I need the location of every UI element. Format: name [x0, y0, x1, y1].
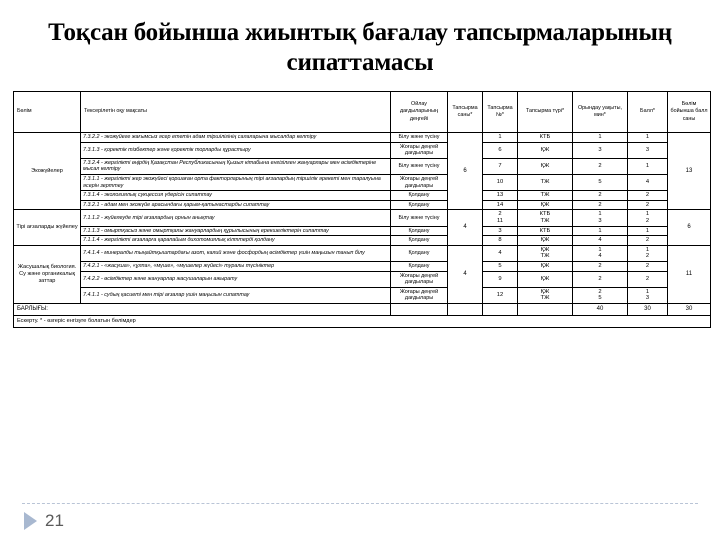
score-cell: 1 [628, 226, 668, 236]
table-row [14, 191, 711, 201]
score-cell: 2 [628, 236, 668, 246]
learning-objective-cell: 7.3.1.3 - қоректік тізбектер және қоректік торларды құрастыру [81, 142, 391, 158]
header-section-score: Бөлім бойынша балл саны [668, 92, 711, 133]
header-task-type: Тапсырма түрі* [518, 92, 573, 133]
task-no-cell: 4 [483, 245, 518, 261]
total-label-cell: БАРЛЫҒЫ: [14, 303, 391, 315]
task-type-cell: ҚЖ [518, 142, 573, 158]
table-row [14, 245, 711, 261]
task-type-cell: ҚЖ [518, 158, 573, 174]
duration-cell: 3 [573, 142, 628, 158]
thinking-skill-cell: Қолдану [391, 226, 448, 236]
learning-objective-cell: 7.4.1.4 - минералды тыңайтқыштардағы азот, калий және фосфордың өсімдіктер үшін маңызын танып білу [81, 245, 391, 261]
thinking-skill-cell: Қолдану [391, 191, 448, 201]
thinking-skill-cell: Қолдану [391, 261, 448, 271]
duration-cell: 2 [573, 191, 628, 201]
section-name-cell: Экожүйелер [14, 133, 81, 210]
table-row [14, 236, 711, 246]
header-task-count: Тапсырма саны* [448, 92, 483, 133]
learning-objective-cell: 7.3.2.2 - экожүйеге жағымсыз әсер ететін адам тіршілігінің салаларына мысалдар келтіру [81, 133, 391, 143]
specification-table-wrap [13, 91, 710, 328]
task-count-cell: 4 [448, 245, 483, 303]
thinking-skill-cell: Қолдану [391, 245, 448, 261]
task-type-cell: ТЖ [518, 191, 573, 201]
table-row [14, 158, 711, 174]
thinking-skill-cell: Жоғары деңгей дағдылары [391, 142, 448, 158]
learning-objective-cell: 7.3.2.4 - жергілікті өңірдің Қазақстан Республикасының Қызыл кітабына енгізілген жануарлары мен өсімдіктеріне мысал келтіру [81, 158, 391, 174]
specification-table [13, 91, 711, 328]
task-count-cell: 6 [448, 133, 483, 210]
note-cell: Ескерту. * - өзгеріс енгізуге болатын бөлімдер [14, 315, 711, 327]
table-body [14, 133, 711, 328]
table-row [14, 210, 711, 226]
task-no-cell: 9 [483, 271, 518, 287]
total-skill-cell [391, 303, 448, 315]
footer-divider [22, 503, 698, 504]
thinking-skill-cell: Қолдану [391, 200, 448, 210]
score-cell: 3 [628, 142, 668, 158]
section-name-cell: Жасушалық биология. Су және органикалық заттар [14, 245, 81, 303]
duration-cell: 1 [573, 133, 628, 143]
header-section: Бөлім [14, 92, 81, 133]
task-no-cell: 3 [483, 226, 518, 236]
header-duration: Орындау уақыты, мин* [573, 92, 628, 133]
learning-objective-cell: 7.3.2.1 - адам мен экожүйе арасындағы қарым-қатынастарды сипаттау [81, 200, 391, 210]
table-row [14, 133, 711, 143]
total-task-no-cell [483, 303, 518, 315]
total-score-cell: 30 [628, 303, 668, 315]
learning-objective-cell: 7.4.2.1 - «жасуша», «ұлпа», «мүше», «мүшелер жүйесі» туралы түсініктер [81, 261, 391, 271]
task-no-cell: 12 [483, 287, 518, 303]
task-type-cell: КТБ [518, 133, 573, 143]
thinking-skill-cell: Білу және түсіну [391, 133, 448, 143]
task-no-cell: 10 [483, 174, 518, 190]
thinking-skill-cell: Жоғары деңгей дағдылары [391, 271, 448, 287]
total-section-score-cell: 30 [668, 303, 711, 315]
header-skill: Ойлау дағдыларының деңгейі [391, 92, 448, 133]
duration-cell: 5 [573, 174, 628, 190]
score-cell: 2 [628, 271, 668, 287]
total-task-count-cell [448, 303, 483, 315]
thinking-skill-cell: Қолдану [391, 236, 448, 246]
thinking-skill-cell: Жоғары деңгей дағдылары [391, 174, 448, 190]
task-no-cell: 1 [483, 133, 518, 143]
task-type-cell: КТБ [518, 226, 573, 236]
table-row [14, 174, 711, 190]
duration-cell: 1 3 [573, 210, 628, 226]
task-no-cell: 8 [483, 236, 518, 246]
total-duration-cell: 40 [573, 303, 628, 315]
task-type-cell: ТЖ [518, 174, 573, 190]
duration-cell: 4 [573, 236, 628, 246]
score-cell: 2 [628, 200, 668, 210]
thinking-skill-cell: Білу және түсіну [391, 158, 448, 174]
page-title: Тоқсан бойынша жиынтық бағалау тапсырмаларының сипаттамасы [48, 19, 672, 76]
task-type-cell: ҚЖ [518, 236, 573, 246]
duration-cell: 2 [573, 271, 628, 287]
task-type-cell: ҚЖ ТЖ [518, 245, 573, 261]
page-marker [24, 508, 144, 534]
table-row [14, 142, 711, 158]
table-header [14, 92, 711, 133]
task-no-cell: 13 [483, 191, 518, 201]
section-score-cell: 6 [668, 210, 711, 245]
section-score-cell: 13 [668, 133, 711, 210]
task-no-cell: 14 [483, 200, 518, 210]
table-row [14, 226, 711, 236]
play-triangle-icon [24, 512, 37, 530]
thinking-skill-cell: Білу және түсіну [391, 210, 448, 226]
task-type-cell: ҚЖ [518, 271, 573, 287]
duration-cell: 1 4 [573, 245, 628, 261]
task-no-cell: 7 [483, 158, 518, 174]
total-row [14, 303, 711, 315]
note-row [14, 315, 711, 327]
score-cell: 1 [628, 133, 668, 143]
task-type-cell: ҚЖ [518, 261, 573, 271]
section-score-cell: 11 [668, 245, 711, 303]
duration-cell: 2 5 [573, 287, 628, 303]
duration-cell: 2 [573, 200, 628, 210]
section-name-cell: Тірі ағзаларды жүйелеу [14, 210, 81, 245]
learning-objective-cell: 7.4.1.1 - судың қасиеті мен тірі ағзалар үшін маңызын сипаттау [81, 287, 391, 303]
duration-cell: 2 [573, 261, 628, 271]
page-number: 21 [45, 511, 64, 530]
learning-objective-cell: 7.1.1.3 - омыртқасыз және омыртқалы жануарлардың құрылысының ерекшеліктерін сипаттау [81, 226, 391, 236]
learning-objective-cell: 7.1.1.2 - жүйелеуде тірі ағзалардың орнын анықтау [81, 210, 391, 226]
duration-cell: 1 [573, 226, 628, 236]
table-row [14, 200, 711, 210]
learning-objective-cell: 7.1.1.4 - жергілікті ағзаларға қарапайым дихотомиялық кілттерді қолдану [81, 236, 391, 246]
task-type-cell: ҚЖ [518, 200, 573, 210]
score-cell: 2 [628, 261, 668, 271]
duration-cell: 2 [573, 158, 628, 174]
task-type-cell: КТБ ТЖ [518, 210, 573, 226]
score-cell: 1 2 [628, 210, 668, 226]
table-row [14, 261, 711, 271]
score-cell: 1 2 [628, 245, 668, 261]
score-cell: 1 3 [628, 287, 668, 303]
task-no-cell: 6 [483, 142, 518, 158]
header-task-no: Тапсырма №* [483, 92, 518, 133]
learning-objective-cell: 7.3.1.4 - экологиялық сукцессия үдерісін сипаттау [81, 191, 391, 201]
learning-objective-cell: 7.3.1.1 - жергілікті жер экожүйесі қоршаған орта факторларының тірі ағзалардың тіршілік әрекеті мен таралуына әсерін зерттеу [81, 174, 391, 190]
total-task-type-cell [518, 303, 573, 315]
thinking-skill-cell: Жоғары деңгей дағдылары [391, 287, 448, 303]
table-row [14, 271, 711, 287]
header-objective: Тексерілетін оқу мақсаты [81, 92, 391, 133]
header-score: Балл* [628, 92, 668, 133]
table-row [14, 287, 711, 303]
task-type-cell: ҚЖ ТЖ [518, 287, 573, 303]
learning-objective-cell: 7.4.2.2 - өсімдіктер және жануарлар жасушаларын ажырату [81, 271, 391, 287]
score-cell: 2 [628, 191, 668, 201]
score-cell: 1 [628, 158, 668, 174]
score-cell: 4 [628, 174, 668, 190]
table-header-row [14, 92, 711, 133]
task-no-cell: 2 11 [483, 210, 518, 226]
task-count-cell: 4 [448, 210, 483, 245]
task-no-cell: 5 [483, 261, 518, 271]
